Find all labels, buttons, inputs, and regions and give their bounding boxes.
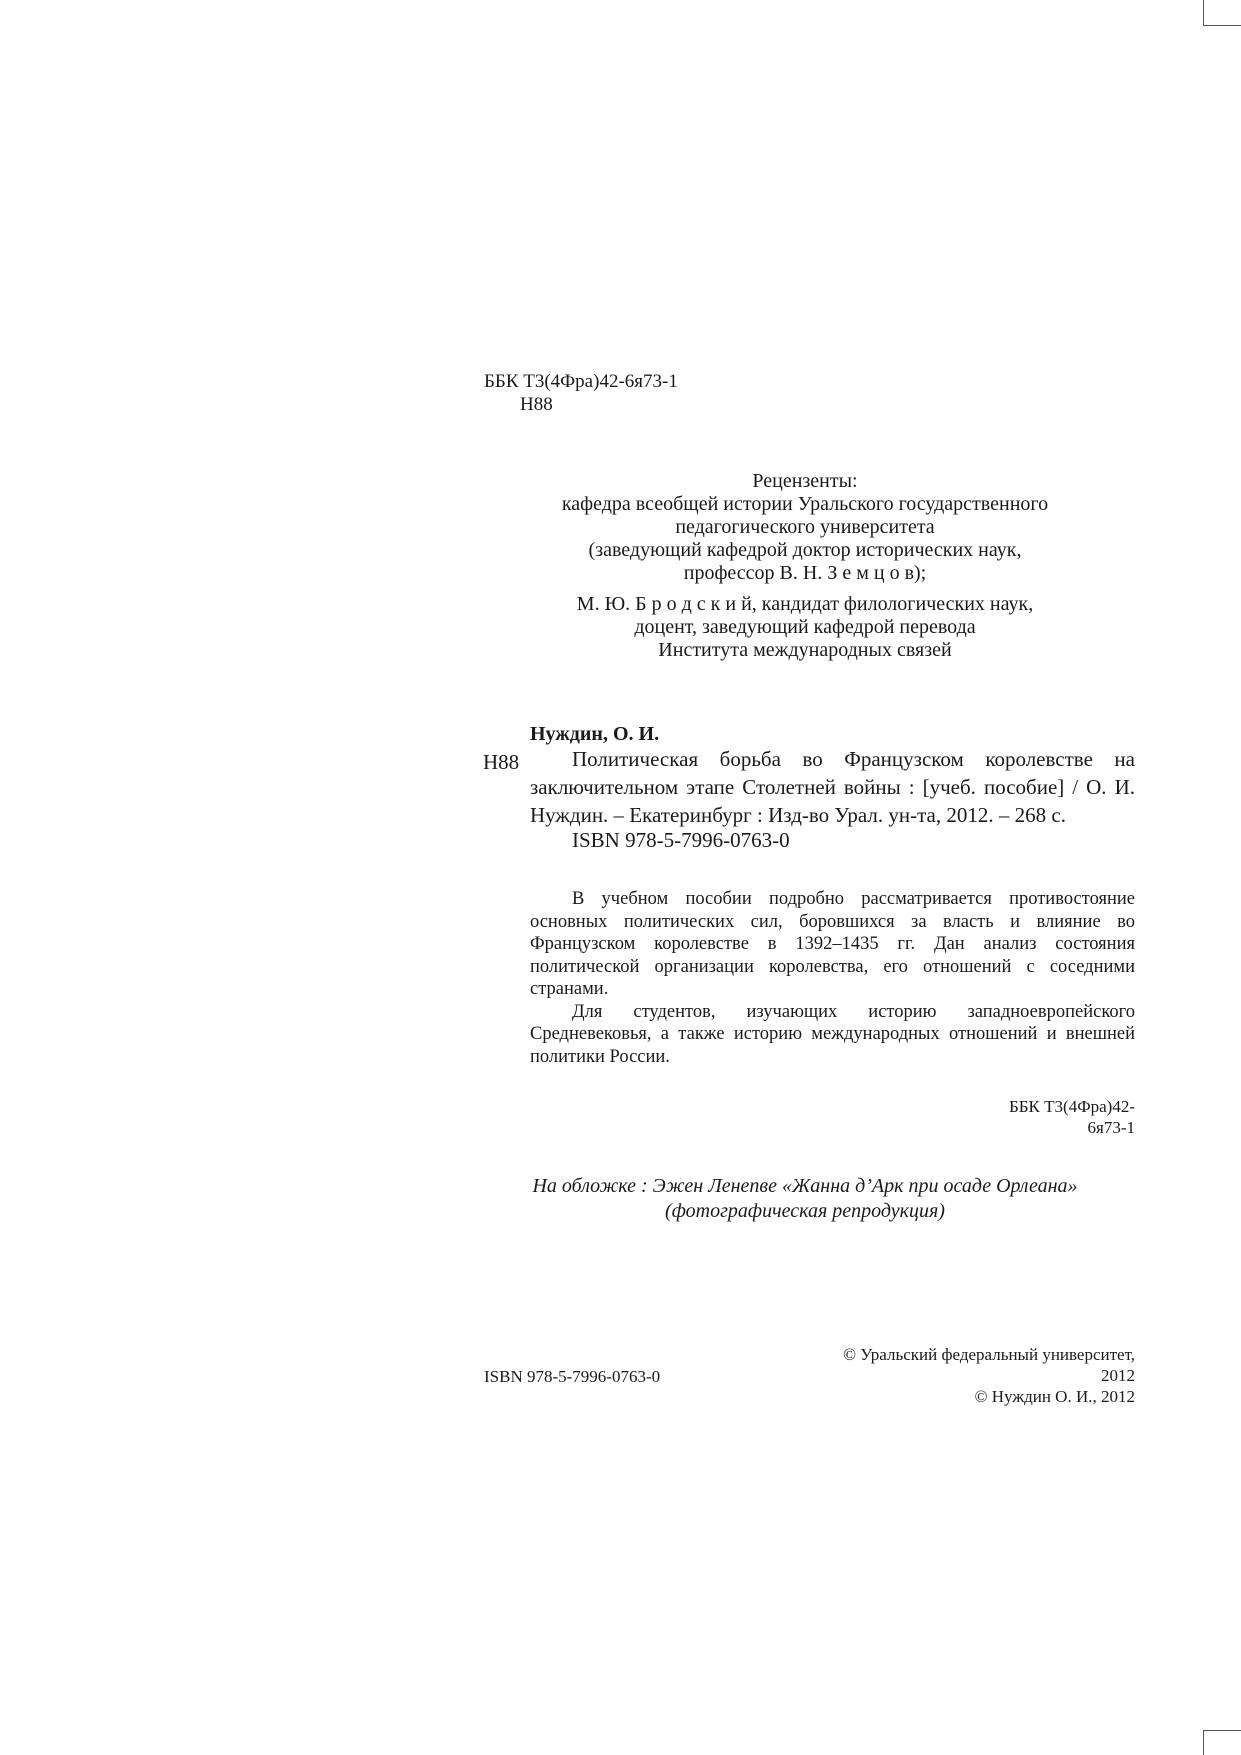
reviewers-title: Рецензенты: bbox=[752, 470, 858, 492]
bbk-classification: ББК Т3(4Фра)42-6я73-1 bbox=[484, 371, 678, 392]
entry-author: Нуждин, О. И. bbox=[530, 723, 660, 745]
cover-note bbox=[440, 1174, 1170, 1224]
bbk-right-line: ББК Т3(4Фра)42- bbox=[1009, 1097, 1135, 1116]
entry-code: Н88 bbox=[483, 750, 520, 774]
crop-mark-bottom-vertical bbox=[1203, 1730, 1204, 1755]
crop-mark-bottom-horizontal bbox=[1203, 1730, 1241, 1731]
annotation bbox=[530, 888, 1135, 1068]
reviewer-line: (заведующий кафедрой доктор исторических наук, bbox=[588, 539, 1022, 561]
copyright-line: 2012 bbox=[1101, 1366, 1135, 1385]
copyright-line: © Нуждин О. И., 2012 bbox=[974, 1387, 1135, 1406]
bbk-right bbox=[960, 1096, 1135, 1138]
copyright-block bbox=[760, 1344, 1135, 1407]
bbk-right-line: 6я73-1 bbox=[1087, 1118, 1135, 1137]
reviewer-line: Института международных связей bbox=[658, 639, 952, 661]
cover-note-line: (фотографическая репродукция) bbox=[665, 1200, 945, 1222]
annotation-paragraph: В учебном пособии подробно рассматривается противостояние основных политических сил, боровшихся за власть и влияние во Французском королевстве в 1392–1435 гг. Дан анализ состояния политической организации королевства, его отношений с соседними странами. bbox=[530, 889, 1135, 999]
cover-note-line: На обложке : Эжен Ленепве «Жанна д’Арк при осаде Орлеана» bbox=[532, 1175, 1078, 1197]
annotation-paragraph: Для студентов, изучающих историю западноевропейского Средневековья, а также историю международных отношений и внешней политики России. bbox=[530, 1001, 1135, 1067]
reviewer-line: доцент, заведующий кафедрой перевода bbox=[634, 616, 976, 638]
crop-mark-top-horizontal bbox=[1203, 25, 1241, 26]
crop-mark-top-vertical bbox=[1203, 0, 1204, 26]
entry-isbn: ISBN 978-5-7996-0763-0 bbox=[572, 828, 790, 852]
copyright-line: © Уральский федеральный университет, bbox=[843, 1345, 1135, 1364]
reviewer-line: кафедра всеобщей истории Уральского государственного bbox=[561, 493, 1049, 515]
reviewer-line: педагогического университета bbox=[675, 516, 935, 538]
reviewer-line: М. Ю. Б р о д с к и й, кандидат филологических наук, bbox=[576, 593, 1034, 615]
author-code: Н88 bbox=[520, 394, 553, 415]
reviewer-line: профессор В. Н. З е м ц о в); bbox=[683, 562, 927, 584]
footer-isbn: ISBN 978-5-7996-0763-0 bbox=[484, 1367, 661, 1386]
entry-description: Политическая борьба во Французском королевстве на заключительном этапе Столетней войны : [учеб. пособие] / О. И. Нуждин. – Екатеринбург : Изд-во Урал. ун-та, 2012. – 268 с. bbox=[530, 747, 1135, 827]
reviewers-block bbox=[440, 470, 1170, 662]
